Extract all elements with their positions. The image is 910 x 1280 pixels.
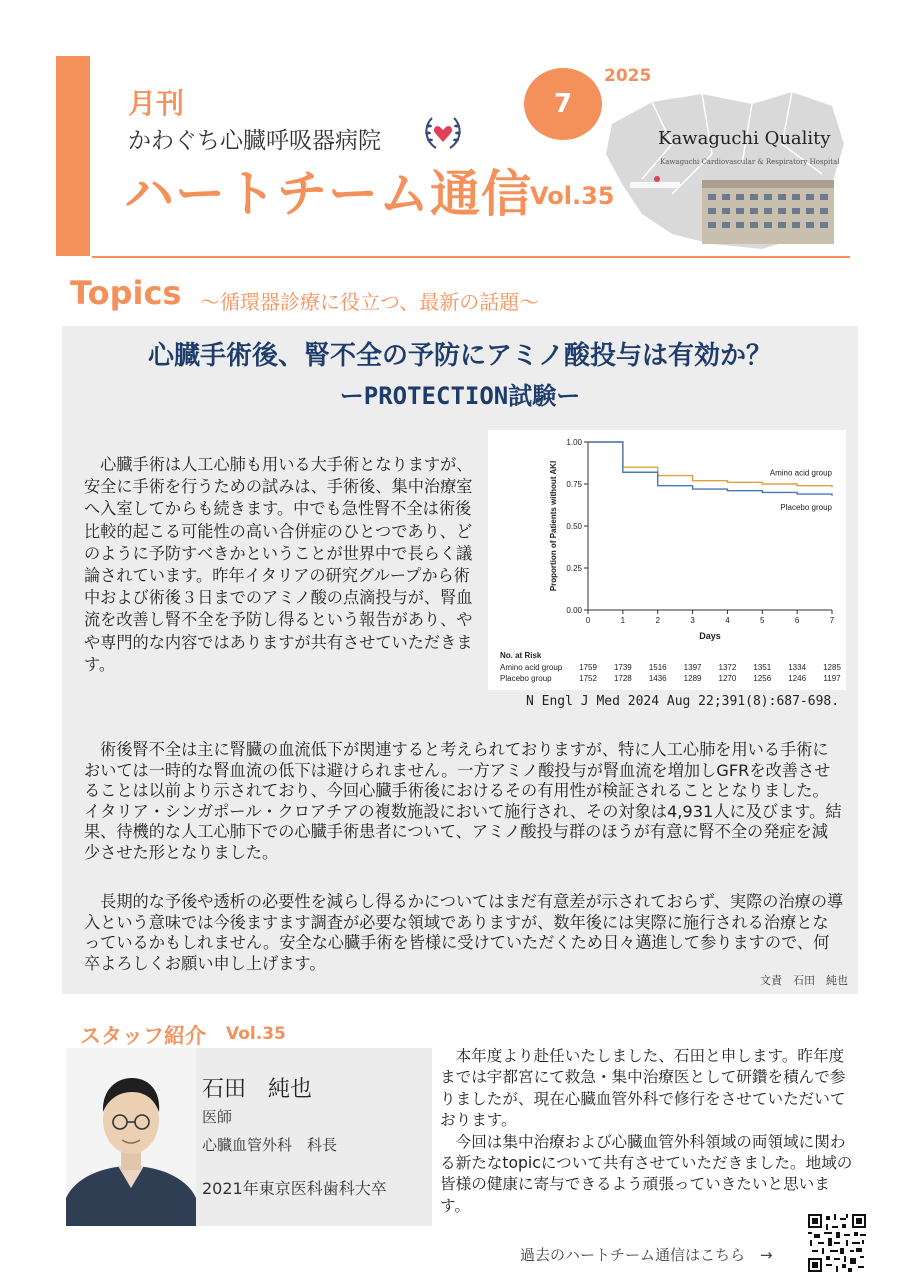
article-author: 文責 石田 純也 [760,974,848,987]
x-tick-label: 5 [760,616,765,625]
staff-volume: Vol.35 [226,1024,286,1044]
risk-table-cell: 1372 [718,663,737,672]
archive-link[interactable]: 過去のハートチーム通信はこちら → [520,1246,773,1264]
risk-table-cell: 1728 [613,674,632,683]
brand-subtitle: Kawaguchi Cardiovascular & Respiratory Hospital [660,158,840,166]
x-tick-label: 7 [829,616,835,625]
risk-table-cell: 1739 [613,663,632,672]
staff-portrait-image [66,1048,196,1226]
heart-laurel-logo-icon [420,112,466,152]
newsletter-title: ハートチーム通信 [124,165,532,223]
km-chart [488,430,846,690]
y-tick-label: 0.50 [566,522,582,531]
staff-name: 石田 純也 [202,1077,313,1102]
topics-subtitle: ～循環器診療に役立つ、最新の話題～ [200,290,540,314]
topics-label: Topics [70,274,182,312]
series-line-0 [588,442,832,487]
staff-message: 本年度より赴任いたしました、石田と申します。昨年度までは宇都宮にて救急・集中治療医として研鑽を積んで参りましたが、現在心臓血管外科で修行をさせていただいております。 今回は集中治療および心臓血管外科領域の両領域に関わる新たなtopicについて共有させていただきました。地域の皆様の健康に寄与できるよう頑張っていきたいと思います。 [440,1047,853,1215]
article-paragraph-1: 心臓手術は人工心肺も用いる大手術となりますが、安全に手術を行うための試みは、手術後、集中治療室へ入室してからも続きます。中でも急性腎不全は術後比較的起こる可能性の高い合併症のひとつであり、どのように予防すべきかということが世界中で長らく議論されています。昨年イタリアの研究グループから術中および術後３日までのアミノ酸の点滴投与が、腎血流を改善し腎不全を予防し得るという報告があり、やや専門的な内容ではありますが共有させていただきます。 [84,455,473,674]
x-tick-label: 2 [655,616,660,625]
article-paragraph-3: 長期的な予後や透析の必要性を減らし得るかについてはまだ有意差が示されておらず、実際の治療の導入という意味では今後ますます調査が必要な領域でありますが、数年後には実際に施行される治療となっているかもしれません。安全な心臓手術を皆様に受けていただくため日々邁進して参りますので、何卒よろしくお願い申し上げます。 [84,892,844,973]
article-citation: N Engl J Med 2024 Aug 22;391(8):687-698. [526,694,840,709]
header-divider [92,256,850,258]
staff-department: 心臓血管外科 科長 [202,1136,338,1154]
series-label-1: Placebo group [780,502,832,512]
staff-photo [66,1048,196,1226]
qr-code-icon[interactable] [808,1214,866,1272]
risk-table-cell: 1246 [788,674,807,683]
risk-table-cell: 1351 [753,663,772,672]
y-tick-label: 0.75 [566,480,582,489]
risk-table-cell: 1759 [579,663,597,672]
risk-table-cell: 1197 [823,674,841,683]
month-badge: 7 [524,68,602,140]
risk-table-cell: 1516 [648,663,667,672]
risk-table-title: No. at Risk [500,651,542,660]
risk-table-cell: 1436 [648,674,667,683]
y-axis-title: Proportion of Patients without AKI [549,460,558,592]
risk-table-cell: 1270 [718,674,737,683]
regional-map-image [582,84,854,254]
brand-title: Kawaguchi Quality [658,128,831,149]
risk-table-cell: 1285 [823,663,841,672]
km-chart-panel [488,430,846,690]
x-tick-label: 0 [585,616,591,625]
risk-table-row-label: Amino acid group [500,663,563,672]
staff-education: 2021年東京医科歯科大卒 [202,1179,387,1198]
header-accent-bar [56,56,90,256]
hospital-name: かわぐち心臓呼吸器病院 [128,128,381,154]
article-subtitle: ーPROTECTION試験ー [339,382,581,410]
year-label: 2025 [604,66,652,86]
y-tick-label: 0.00 [566,606,582,615]
series-label-0: Amino acid group [769,468,832,478]
risk-table-cell: 1289 [683,674,702,683]
monthly-label: 月刊 [128,87,185,120]
volume-label: Vol.35 [530,182,615,210]
x-tick-label: 1 [620,616,626,625]
risk-table-cell: 1752 [579,674,597,683]
article-paragraph-2: 術後腎不全は主に腎臓の血流低下が関連すると考えられておりますが、特に人工心肺を用いる手術においては一時的な腎血流の低下は避けられません。一方アミノ酸投与が腎血流を増加しGFRを改善させることは以前より示されており、今回心臓手術後におけるその有用性が検証されることとなりました。イタリア・シンガポール・クロアチアの複数施設において施行され、その対象は4,931人に及びます。結果、待機的な人工心肺下での心臓手術患者について、アミノ酸投与群のほうが有意に腎不全の発症を減少させた形となりました。 [84,740,842,862]
staff-role: 医師 [202,1108,233,1126]
risk-table-cell: 1256 [753,674,772,683]
risk-table-row-label: Placebo group [500,674,552,683]
x-tick-label: 3 [690,616,695,625]
staff-section-title: スタッフ紹介 [80,1024,206,1048]
x-axis-title: Days [699,631,721,641]
risk-table-cell: 1397 [683,663,702,672]
article-title: 心臓手術後、腎不全の予防にアミノ酸投与は有効か？ [147,341,772,371]
x-tick-label: 6 [794,616,800,625]
y-tick-label: 1.00 [566,438,582,447]
y-tick-label: 0.25 [566,564,582,573]
x-tick-label: 4 [725,616,730,625]
risk-table-cell: 1334 [788,663,807,672]
